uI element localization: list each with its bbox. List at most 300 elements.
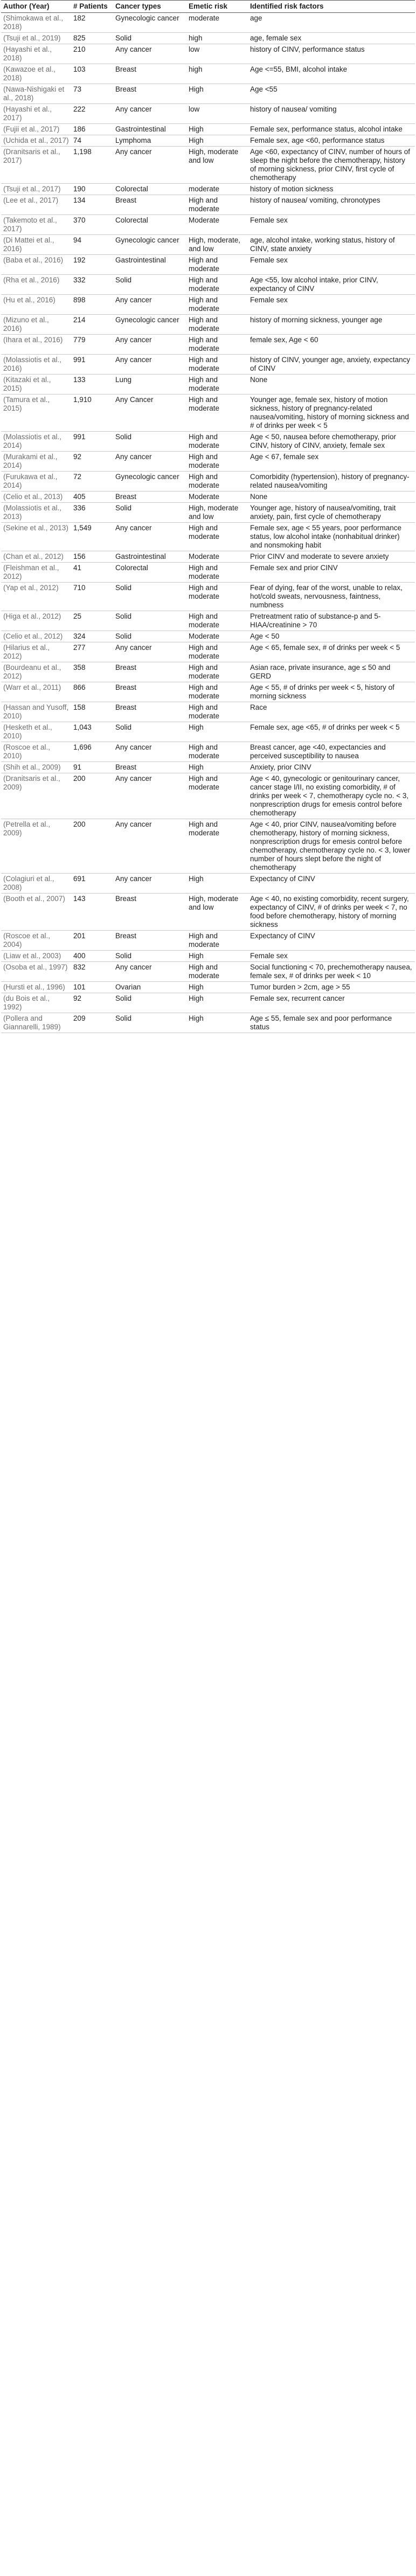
author-cell: (Di Mattei et al., 2016) [3, 236, 54, 253]
author-cell: (Warr et al., 2011) [3, 683, 61, 691]
table-row [1, 742, 415, 762]
emetic-risk-cell: High and moderate [189, 963, 220, 980]
author-cell: (Colagiuri et al., 2008) [3, 875, 54, 891]
header-patients: # Patients [71, 1, 113, 13]
header-row [1, 1, 415, 13]
cancer-type-cell: Lymphoma [115, 136, 151, 144]
patients-cell: 192 [73, 256, 86, 264]
table-row [1, 631, 415, 642]
table-body [1, 13, 415, 1033]
patients-cell: 405 [73, 493, 86, 501]
table-row [1, 874, 415, 894]
risk-factors-cell: Female sex and prior CINV [250, 564, 338, 572]
emetic-risk-cell: High and moderate [189, 683, 220, 700]
emetic-risk-cell: High [189, 85, 204, 93]
table-row [1, 84, 415, 104]
emetic-risk-cell: High and moderate [189, 356, 220, 372]
author-cell: (Molassiotis et al., 2013) [3, 504, 62, 521]
patients-cell: 277 [73, 643, 86, 652]
cancer-type-cell: Any cancer [115, 820, 152, 828]
table-row [1, 551, 415, 563]
author-cell: (Uchida et al., 2017) [3, 136, 69, 144]
patients-cell: 866 [73, 683, 86, 691]
patients-cell: 898 [73, 296, 86, 304]
cancer-type-cell: Solid [115, 433, 132, 441]
risk-factors-cell: Pretreatment ratio of substance-p and 5-HIAA/creatinine > 70 [250, 612, 381, 629]
emetic-risk-cell: High and moderate [189, 612, 220, 629]
author-cell: (Rha et al., 2016) [3, 276, 60, 284]
cancer-type-cell: Any cancer [115, 743, 152, 751]
emetic-risk-cell: High [189, 952, 204, 960]
emetic-risk-cell: High [189, 125, 204, 133]
patients-cell: 73 [73, 85, 82, 93]
patients-cell: 336 [73, 504, 86, 512]
author-cell: (Celio et al., 2013) [3, 493, 63, 501]
patients-cell: 94 [73, 236, 82, 244]
emetic-risk-cell: High and moderate [189, 743, 220, 760]
table-row [1, 255, 415, 275]
cancer-type-cell: Colorectal [115, 216, 148, 224]
author-cell: (Hilarius et al., 2012) [3, 643, 50, 660]
cancer-type-cell: Colorectal [115, 564, 148, 572]
table-row [1, 235, 415, 255]
risk-factors-cell: Age <60, expectancy of CINV, number of hours of sleep the night before the chemotherapy, history of morning sickness, prior CINV, first cycle of chemotherapy [250, 148, 411, 182]
risk-factors-cell: Social functioning < 70, prechemotherapy nausea, female sex, # of drinks per week < 10 [250, 963, 412, 980]
cancer-type-cell: Gynecologic cancer [115, 473, 179, 481]
cancer-type-cell: Ovarian [115, 983, 141, 991]
risk-factors-cell: Expectancy of CINV [250, 932, 315, 940]
patients-cell: 134 [73, 196, 86, 204]
author-cell: (Baba et al., 2016) [3, 256, 64, 264]
emetic-risk-cell: High and moderate [189, 820, 220, 837]
emetic-risk-cell: High, moderate and low [189, 895, 239, 911]
cancer-type-cell: Breast [115, 65, 137, 73]
patients-cell: 143 [73, 895, 86, 903]
patients-cell: 72 [73, 473, 82, 481]
author-cell: (Takemoto et al., 2017) [3, 216, 57, 233]
risk-factors-cell: Age <55 [250, 85, 278, 93]
risk-factors-cell: history of nausea/ vomiting, chronotypes [250, 196, 380, 204]
author-cell: (Molassiotis et al., 2014) [3, 433, 62, 449]
table-row [1, 993, 415, 1013]
cancer-type-cell: Gastrointestinal [115, 256, 166, 264]
patients-cell: 991 [73, 356, 86, 364]
patients-cell: 1,043 [73, 723, 92, 731]
author-cell: (Kawazoe et al., 2018) [3, 65, 56, 82]
author-cell: (Roscoe et al., 2004) [3, 932, 51, 948]
risk-factors-table [1, 0, 415, 1033]
patients-cell: 158 [73, 703, 86, 711]
emetic-risk-cell: High and moderate [189, 376, 220, 392]
author-cell: (Hesketh et al., 2010) [3, 723, 52, 740]
cancer-type-cell: Any cancer [115, 148, 152, 156]
table-row [1, 13, 415, 33]
patients-cell: 370 [73, 216, 86, 224]
table-row [1, 662, 415, 682]
patients-cell: 825 [73, 34, 86, 42]
cancer-type-cell: Gynecologic cancer [115, 14, 179, 22]
cancer-type-cell: Any cancer [115, 774, 152, 783]
header-author: Author (Year) [1, 1, 71, 13]
cancer-type-cell: Breast [115, 663, 137, 671]
risk-factors-cell: Age ≤ 55, female sex and poor performance status [250, 1014, 392, 1031]
risk-factors-cell: Age < 40, no existing comorbidity, recent surgery, expectancy of CINV, # of drinks per week < 7, no food before chemotherapy, history of morning sickness [250, 895, 409, 929]
risk-factors-cell: None [250, 376, 268, 384]
emetic-risk-cell: High and moderate [189, 453, 220, 469]
risk-factors-cell: Tumor burden > 2cm, age > 55 [250, 983, 350, 991]
cancer-type-cell: Solid [115, 584, 132, 592]
emetic-risk-cell: High and moderate [189, 396, 220, 412]
emetic-risk-cell: High [189, 763, 204, 771]
patients-cell: 156 [73, 552, 86, 560]
emetic-risk-cell: High, moderate and low [189, 504, 239, 521]
patients-cell: 710 [73, 584, 86, 592]
emetic-risk-cell: High and moderate [189, 276, 220, 293]
emetic-risk-cell: High and moderate [189, 336, 220, 352]
table-row [1, 335, 415, 355]
risk-factors-cell: Age < 40, gynecologic or genitourinary cancer, cancer stage I/II, no existing comorbidity, # of drinks per week < 7, chemotherapy cycle no. < 3, nonprescription drugs for emesis control before chemotherapy [250, 774, 409, 817]
emetic-risk-cell: High and moderate [189, 196, 220, 213]
risk-factors-cell: Age < 67, female sex [250, 453, 319, 461]
table-row [1, 951, 415, 962]
risk-factors-cell: Female sex, age < 55 years, poor performance status, low alcohol intake (nonhabitual drinker) and nonsmoking habit [250, 524, 402, 549]
patients-cell: 101 [73, 983, 86, 991]
author-cell: (Sekine et al., 2013) [3, 524, 68, 532]
risk-factors-cell: Age < 40, prior CINV, nausea/vomiting before chemotherapy, history of morning sickness, nonprescription drugs for emesis control before chemotherapy, chemotherapy cycle no. < 3, lower number of hours slept before the night of chemotherapy [250, 820, 411, 871]
risk-factors-cell: Female sex, performance status, alcohol intake [250, 125, 403, 133]
cancer-type-cell: Any cancer [115, 453, 152, 461]
author-cell: (Booth et al., 2007) [3, 895, 65, 903]
table-row [1, 583, 415, 611]
author-cell: (Celio et al., 2012) [3, 632, 63, 640]
cancer-type-cell: Any cancer [115, 524, 152, 532]
cancer-type-cell: Colorectal [115, 185, 148, 193]
emetic-risk-cell: Moderate [189, 493, 220, 501]
table-row [1, 394, 415, 432]
table-row [1, 962, 415, 982]
risk-factors-cell: Prior CINV and moderate to severe anxiety [250, 552, 389, 560]
emetic-risk-cell: High and moderate [189, 564, 220, 580]
emetic-risk-cell: High, moderate, and low [189, 236, 241, 253]
author-cell: (Shih et al., 2009) [3, 763, 61, 771]
author-cell: (Kitazaki et al., 2015) [3, 376, 51, 392]
emetic-risk-cell: moderate [189, 14, 220, 22]
emetic-risk-cell: High and moderate [189, 473, 220, 489]
table-row [1, 275, 415, 295]
author-cell: (Murakami et al., 2014) [3, 453, 58, 469]
author-cell: (Ihara et al., 2016) [3, 336, 63, 344]
author-cell: (Molassiotis et al., 2016) [3, 356, 62, 372]
header-emetic-risk: Emetic risk [186, 1, 248, 13]
emetic-risk-cell: High and moderate [189, 932, 220, 948]
cancer-type-cell: Solid [115, 34, 132, 42]
table-row [1, 44, 415, 64]
cancer-type-cell: Any cancer [115, 336, 152, 344]
patients-cell: 92 [73, 994, 82, 1002]
table-row [1, 355, 415, 375]
table-row [1, 931, 415, 951]
risk-factors-cell: Race [250, 703, 267, 711]
risk-factors-cell: age, female sex [250, 34, 302, 42]
risk-factors-cell: history of morning sickness, younger age [250, 316, 383, 324]
risk-factors-cell: Anxiety, prior CINV [250, 763, 311, 771]
emetic-risk-cell: High and moderate [189, 663, 220, 680]
patients-cell: 1,696 [73, 743, 92, 751]
patients-cell: 41 [73, 564, 82, 572]
cancer-type-cell: Any Cancer [115, 396, 154, 404]
author-cell: (Hayashi et al., 2017) [3, 105, 52, 122]
cancer-type-cell: Gynecologic cancer [115, 316, 179, 324]
risk-factors-cell: Female sex, recurrent cancer [250, 994, 345, 1002]
cancer-type-cell: Breast [115, 703, 137, 711]
risk-factors-cell: Age < 65, female sex, # of drinks per week < 5 [250, 643, 400, 652]
table-row [1, 215, 415, 235]
patients-cell: 200 [73, 820, 86, 828]
table-row [1, 452, 415, 472]
emetic-risk-cell: High [189, 994, 204, 1002]
cancer-type-cell: Lung [115, 376, 132, 384]
author-cell: (Tsuji et al., 2017) [3, 185, 61, 193]
risk-factors-cell: Age < 50 [250, 632, 280, 640]
cancer-type-cell: Any cancer [115, 356, 152, 364]
table-row [1, 611, 415, 631]
table-row [1, 819, 415, 874]
author-cell: (Dranitsaris et al., 2017) [3, 148, 60, 164]
table-row [1, 472, 415, 491]
author-cell: (Hayashi et al., 2018) [3, 45, 52, 62]
table-row [1, 563, 415, 583]
emetic-risk-cell: High [189, 136, 204, 144]
patients-cell: 210 [73, 45, 86, 53]
emetic-risk-cell: Moderate [189, 552, 220, 560]
table-row [1, 33, 415, 44]
cancer-type-cell: Any cancer [115, 963, 152, 971]
patients-cell: 779 [73, 336, 86, 344]
emetic-risk-cell: moderate [189, 185, 220, 193]
author-cell: (Mizuno et al., 2016) [3, 316, 49, 333]
patients-cell: 190 [73, 185, 86, 193]
table-header [1, 1, 415, 13]
patients-cell: 332 [73, 276, 86, 284]
author-cell: (Hursti et al., 1996) [3, 983, 65, 991]
patients-cell: 1,549 [73, 524, 92, 532]
table-row [1, 124, 415, 135]
cancer-type-cell: Any cancer [115, 45, 152, 53]
cancer-type-cell: Breast [115, 493, 137, 501]
patients-cell: 91 [73, 763, 82, 771]
cancer-type-cell: Breast [115, 683, 137, 691]
risk-factors-cell: age, alcohol intake, working status, history of CINV, state anxiety [250, 236, 395, 253]
table-row [1, 104, 415, 124]
risk-factors-cell: Age <=55, BMI, alcohol intake [250, 65, 348, 73]
risk-factors-cell: Breast cancer, age <40, expectancies and perceived susceptibility to nausea [250, 743, 386, 760]
patients-cell: 74 [73, 136, 82, 144]
risk-factors-cell: None [250, 493, 268, 501]
cancer-type-cell: Solid [115, 612, 132, 620]
cancer-type-cell: Breast [115, 932, 137, 940]
author-cell: (Dranitsaris et al., 2009) [3, 774, 60, 791]
cancer-type-cell: Breast [115, 763, 137, 771]
emetic-risk-cell: High and moderate [189, 256, 220, 273]
risk-factors-cell: Comorbidity (hypertension), history of pregnancy-related nausea/vomiting [250, 473, 410, 489]
cancer-type-cell: Breast [115, 895, 137, 903]
patients-cell: 92 [73, 453, 82, 461]
cancer-type-cell: Solid [115, 276, 132, 284]
risk-factors-cell: Younger age, history of nausea/vomiting, trait anxiety, pain, first cycle of chemotherapy [250, 504, 396, 521]
table-row [1, 315, 415, 335]
table-row [1, 184, 415, 195]
patients-cell: 691 [73, 875, 86, 883]
author-cell: (Fujii et al., 2017) [3, 125, 60, 133]
table-row [1, 523, 415, 551]
risk-factors-cell: Younger age, female sex, history of motion sickness, history of pregnancy-related nausea/vomiting, history of morning sickness and # of drinks per week < 5 [250, 396, 409, 430]
table-row [1, 64, 415, 84]
cancer-type-cell: Solid [115, 504, 132, 512]
emetic-risk-cell: High, moderate and low [189, 148, 239, 164]
emetic-risk-cell: High and moderate [189, 774, 220, 791]
emetic-risk-cell: high [189, 65, 203, 73]
emetic-risk-cell: low [189, 45, 200, 53]
header-cancer-types: Cancer types [113, 1, 186, 13]
author-cell: (Higa et al., 2012) [3, 612, 61, 620]
cancer-type-cell: Solid [115, 952, 132, 960]
emetic-risk-cell: High and moderate [189, 584, 220, 600]
author-cell: (Tsuji et al., 2019) [3, 34, 61, 42]
risk-factors-cell: Female sex, age <60, performance status [250, 136, 385, 144]
risk-factors-cell: Expectancy of CINV [250, 875, 315, 883]
cancer-type-cell: Breast [115, 85, 137, 93]
cancer-type-cell: Any cancer [115, 875, 152, 883]
author-cell: (du Bois et al., 1992) [3, 994, 50, 1011]
cancer-type-cell: Solid [115, 632, 132, 640]
table-row [1, 722, 415, 742]
author-cell: (Tamura et al., 2015) [3, 396, 50, 412]
cancer-type-cell: Solid [115, 723, 132, 731]
table-row [1, 491, 415, 503]
table-row [1, 762, 415, 773]
header-risk-factors: Identified risk factors [248, 1, 415, 13]
table-row [1, 295, 415, 315]
table-row [1, 702, 415, 722]
table-row [1, 195, 415, 215]
author-cell: (Yap et al., 2012) [3, 584, 59, 592]
author-cell: (Shimokawa et al., 2018) [3, 14, 64, 31]
patients-cell: 201 [73, 932, 86, 940]
emetic-risk-cell: High and moderate [189, 316, 220, 333]
patients-cell: 182 [73, 14, 86, 22]
risk-factors-cell: Female sex [250, 296, 288, 304]
patients-cell: 832 [73, 963, 86, 971]
patients-cell: 222 [73, 105, 86, 113]
emetic-risk-cell: high [189, 34, 203, 42]
risk-factors-cell: Female sex [250, 256, 288, 264]
cancer-type-cell: Breast [115, 196, 137, 204]
patients-cell: 358 [73, 663, 86, 671]
emetic-risk-cell: High and moderate [189, 643, 220, 660]
table-row [1, 375, 415, 394]
risk-factors-cell: Fear of dying, fear of the worst, unable to relax, hot/cold sweats, nervousness, faintness, numbness [250, 584, 403, 609]
patients-cell: 186 [73, 125, 86, 133]
author-cell: (Liaw et al., 2003) [3, 952, 61, 960]
table-row [1, 135, 415, 147]
risk-factors-cell: Age < 50, nausea before chemotherapy, prior CINV, history of CINV, anxiety, female sex [250, 433, 397, 449]
emetic-risk-cell: High [189, 983, 204, 991]
emetic-risk-cell: High and moderate [189, 296, 220, 313]
author-cell: (Hu et al., 2016) [3, 296, 56, 304]
table-row [1, 682, 415, 702]
emetic-risk-cell: Moderate [189, 216, 220, 224]
emetic-risk-cell: High and moderate [189, 524, 220, 541]
patients-cell: 1,910 [73, 396, 92, 404]
patients-cell: 103 [73, 65, 86, 73]
emetic-risk-cell: High and moderate [189, 703, 220, 720]
cancer-type-cell: Any cancer [115, 296, 152, 304]
emetic-risk-cell: High [189, 723, 204, 731]
patients-cell: 200 [73, 774, 86, 783]
emetic-risk-cell: High and moderate [189, 433, 220, 449]
author-cell: (Bourdeanu et al., 2012) [3, 663, 61, 680]
author-cell: (Petrella et al., 2009) [3, 820, 51, 837]
table-row [1, 982, 415, 993]
cancer-type-cell: Solid [115, 994, 132, 1002]
emetic-risk-cell: High [189, 875, 204, 883]
risk-factors-cell: Female sex [250, 216, 288, 224]
table-row [1, 432, 415, 452]
cancer-type-cell: Any cancer [115, 105, 152, 113]
cancer-type-cell: Gynecologic cancer [115, 236, 179, 244]
cancer-type-cell: Any cancer [115, 643, 152, 652]
risk-factors-cell: Age < 55, # of drinks per week < 5, history of morning sickness [250, 683, 394, 700]
table-row [1, 773, 415, 819]
risk-factors-cell: age [250, 14, 262, 22]
table-row [1, 894, 415, 931]
author-cell: (Lee et al., 2017) [3, 196, 59, 204]
emetic-risk-cell: Moderate [189, 632, 220, 640]
risk-factors-cell: Female sex, age <65, # of drinks per week < 5 [250, 723, 400, 731]
risk-factors-cell: Age <55, low alcohol intake, prior CINV, expectancy of CINV [250, 276, 378, 293]
author-cell: (Nawa-Nishigaki et al., 2018) [3, 85, 65, 102]
patients-cell: 991 [73, 433, 86, 441]
risk-factors-cell: history of CINV, younger age, anxiety, expectancy of CINV [250, 356, 411, 372]
patients-cell: 400 [73, 952, 86, 960]
table-row [1, 147, 415, 184]
table-row [1, 642, 415, 662]
risk-factors-cell: Asian race, private insurance, age ≤ 50 and GERD [250, 663, 391, 680]
patients-cell: 1,198 [73, 148, 92, 156]
patients-cell: 324 [73, 632, 86, 640]
emetic-risk-cell: low [189, 105, 200, 113]
risk-factors-cell: female sex, Age < 60 [250, 336, 318, 344]
author-cell: (Pollera and Giannarelli, 1989) [3, 1014, 61, 1031]
table-row [1, 503, 415, 523]
patients-cell: 133 [73, 376, 86, 384]
author-cell: (Chan et al., 2012) [3, 552, 64, 560]
patients-cell: 214 [73, 316, 86, 324]
cancer-type-cell: Gastrointestinal [115, 125, 166, 133]
author-cell: (Osoba et al., 1997) [3, 963, 68, 971]
author-cell: (Fleishman et al., 2012) [3, 564, 59, 580]
cancer-type-cell: Solid [115, 1014, 132, 1022]
table-row [1, 1013, 415, 1033]
patients-cell: 25 [73, 612, 82, 620]
risk-factors-cell: Female sex [250, 952, 288, 960]
risk-factors-cell: history of nausea/ vomiting [250, 105, 337, 113]
risk-factors-cell: history of motion sickness [250, 185, 334, 193]
risk-factors-cell: history of CINV, performance status [250, 45, 365, 53]
cancer-type-cell: Gastrointestinal [115, 552, 166, 560]
emetic-risk-cell: High [189, 1014, 204, 1022]
author-cell: (Roscoe et al., 2010) [3, 743, 51, 760]
